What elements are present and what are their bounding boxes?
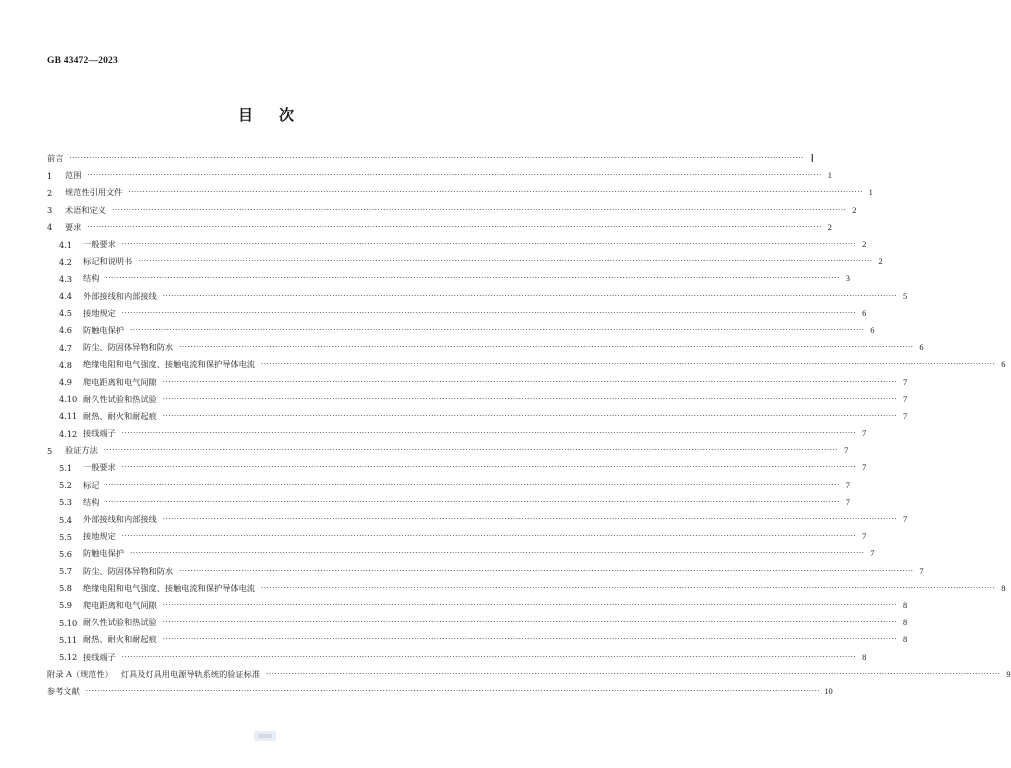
toc-entry-label: 灯具及灯具用电源导轨系统的验证标准 (120, 668, 261, 679)
toc-entry[interactable] (47, 597, 908, 614)
dot-leader: ···································································································································································································································································· (260, 360, 996, 369)
toc-entry[interactable] (47, 528, 867, 545)
standard-code: GB 43472—2023 (47, 56, 118, 66)
toc-entry-label: 防尘、防固体异物和防水 (83, 342, 174, 353)
toc-entry-page: 2 (878, 257, 883, 267)
dot-leader: ···································································································································································································································································· (129, 325, 865, 334)
dot-leader: ···································································································································································································································································· (179, 566, 914, 575)
toc-entry-page: 7 (903, 377, 908, 387)
toc-entry[interactable] (47, 219, 832, 236)
dot-leader: ···································································································································································································································································· (162, 377, 898, 386)
toc-entry-page: 7 (862, 429, 867, 439)
toc-entry[interactable] (47, 442, 849, 459)
table-of-contents (47, 150, 1011, 700)
toc-entry-label: 耐热、耐火和耐起痕 (83, 634, 157, 645)
dot-leader: ···································································································································································································································································· (162, 291, 898, 300)
toc-entry-page: 6 (919, 343, 924, 353)
toc-entry[interactable] (47, 150, 814, 167)
toc-entry[interactable] (47, 373, 908, 390)
toc-entry-label: 接线端子 (83, 428, 116, 439)
dot-leader: ···································································································································································································································································· (105, 480, 840, 489)
dot-leader: ···································································································································································································································································· (138, 257, 873, 266)
toc-entry-page: 6 (1001, 360, 1006, 370)
toc-entry[interactable] (47, 391, 908, 408)
toc-entry[interactable] (47, 631, 908, 648)
toc-entry[interactable] (47, 648, 867, 665)
toc-entry-number: 4.6 (59, 325, 73, 336)
toc-entry-label: 一般要求 (83, 462, 116, 473)
toc-entry[interactable] (47, 339, 924, 356)
title-char-1: 目 (237, 106, 253, 124)
dot-leader: ···································································································································································································································································· (87, 171, 822, 180)
toc-entry-page: 7 (862, 463, 867, 473)
toc-entry-page: 7 (862, 532, 867, 542)
toc-entry-page: 1 (868, 188, 873, 198)
toc-entry-number: 4.5 (59, 308, 73, 319)
toc-entry-number: 5.10 (59, 617, 78, 628)
dot-leader: ···································································································································································································································································· (121, 463, 857, 472)
toc-entry-page: 6 (862, 308, 867, 318)
toc-entry-label: 要求 (65, 221, 82, 232)
title-char-2: 次 (279, 106, 295, 124)
dot-leader: ···································································································································································································································································· (162, 394, 898, 403)
toc-entry-label: 外部接线和内部接线 (83, 290, 157, 301)
toc-entry-label: 接线端子 (83, 651, 116, 662)
toc-entry-number: 3 (47, 205, 53, 216)
toc-entry-label: 绝缘电阻和电气强度、接触电流和保护导体电流 (83, 582, 255, 593)
dot-leader: ···································································································································································································································································· (103, 446, 839, 455)
toc-entry[interactable] (47, 270, 850, 287)
toc-entry-label: 范围 (65, 170, 82, 181)
toc-entry[interactable] (47, 494, 850, 511)
toc-entry[interactable] (47, 459, 867, 476)
toc-entry-page: 3 (845, 274, 850, 284)
toc-entry-label: 防触电保护 (83, 324, 124, 335)
toc-entry-label: 爬电距离和电气间隙 (83, 599, 157, 610)
toc-entry-number: 4.7 (59, 342, 73, 353)
dot-leader: ···································································································································································································································································· (162, 515, 898, 524)
dot-leader: ···································································································································································································································································· (121, 532, 857, 541)
dot-leader: ···································································································································································································································································· (162, 411, 898, 420)
toc-entry[interactable] (47, 545, 875, 562)
toc-entry-page: 1 (827, 171, 832, 181)
toc-entry-label: 爬电距离和电气间隙 (83, 376, 157, 387)
toc-entry-page: 10 (824, 687, 833, 697)
toc-entry[interactable] (47, 184, 873, 201)
toc-entry-page: 7 (903, 394, 908, 404)
dot-leader: ···································································································································································································································································· (121, 240, 857, 249)
toc-entry-label: 绝缘电阻和电气强度、接触电流和保护导体电流 (83, 359, 255, 370)
toc-entry-page: 7 (903, 515, 908, 525)
toc-entry-number: 5.6 (59, 548, 73, 559)
dot-leader: ···································································································································································································································································· (87, 222, 822, 231)
toc-entry-label: 结构 (83, 273, 100, 284)
toc-entry-page: 2 (827, 222, 832, 232)
toc-entry-label: 规范性引用文件 (65, 187, 123, 198)
dot-leader: ···································································································································································································································································· (179, 343, 914, 352)
toc-entry[interactable] (47, 288, 908, 305)
toc-entry-number: 5.8 (59, 583, 73, 594)
toc-entry-number: 5.9 (59, 600, 73, 611)
toc-entry-label: 一般要求 (83, 239, 116, 250)
toc-entry-label: 外部接线和内部接线 (83, 514, 157, 525)
toc-entry-label: 标记和说明书 (83, 256, 133, 267)
dot-leader: ···································································································································································································································································· (121, 429, 857, 438)
toc-entry[interactable] (47, 167, 832, 184)
dot-leader: ···································································································································································································································································· (162, 600, 898, 609)
toc-entry-number: 2 (47, 187, 53, 198)
toc-entry-number: 5.3 (59, 497, 73, 508)
toc-entry[interactable] (47, 305, 867, 322)
toc-entry-number: 4.8 (59, 359, 73, 370)
toc-entry-number: 4 (47, 222, 53, 233)
toc-entry-label: 防触电保护 (83, 548, 124, 559)
toc-entry[interactable] (47, 202, 857, 219)
toc-entry-number: 5.11 (59, 634, 78, 645)
toc-entry-page: 8 (1001, 583, 1006, 593)
toc-entry-page: 9 (1006, 669, 1011, 679)
dot-leader: ···································································································································································································································································· (69, 154, 804, 163)
toc-entry-label: 验证方法 (65, 445, 98, 456)
toc-entry[interactable] (47, 477, 850, 494)
toc-entry[interactable] (47, 666, 1011, 684)
toc-entry-label: 耐久性试验和热试验 (83, 393, 157, 404)
toc-entry-number: 4.10 (59, 394, 78, 405)
toc-entry-page: 5 (903, 291, 908, 301)
toc-entry-number: 5.4 (59, 514, 73, 525)
toc-entry-page: 7 (845, 480, 850, 490)
toc-entry-number: 5.5 (59, 531, 73, 542)
toc-entry-page: 8 (903, 618, 908, 628)
dot-leader: ···································································································································································································································································· (128, 188, 863, 197)
toc-entry-label: 标记 (83, 479, 100, 490)
dot-leader: ···································································································································································································································································· (266, 669, 1001, 678)
toc-entry-number: 4.1 (59, 239, 73, 250)
toc-entry-number: 4.11 (59, 411, 78, 422)
toc-entry[interactable] (47, 236, 867, 253)
toc-entry-page: 7 (845, 497, 850, 507)
toc-entry-label: 接地规定 (83, 531, 116, 542)
toc-entry-number: 1 (47, 170, 53, 181)
toc-entry-page: 8 (903, 600, 908, 610)
toc-entry-number: 5.1 (59, 462, 73, 473)
toc-entry[interactable] (47, 425, 867, 442)
watermark-logo (254, 731, 276, 741)
toc-entry-number: 5.12 (59, 652, 78, 663)
toc-entry-page: Ⅰ (810, 153, 814, 166)
toc-entry-page: 6 (870, 325, 875, 335)
toc-entry[interactable] (47, 356, 1006, 373)
toc-entry-label: 术语和定义 (65, 204, 106, 215)
toc-entry-label: 接地规定 (83, 307, 116, 318)
toc-entry-label: 参考文献 (47, 686, 80, 697)
toc-entry[interactable] (47, 253, 883, 270)
toc-entry-page: 7 (903, 411, 908, 421)
dot-leader: ···································································································································································································································································· (162, 618, 898, 627)
dot-leader: ···································································································································································································································································· (162, 635, 898, 644)
toc-entry-page: 2 (862, 240, 867, 250)
toc-entry-page: 7 (919, 566, 924, 576)
toc-entry-page: 7 (870, 549, 875, 559)
toc-entry-label: 耐久性试验和热试验 (83, 617, 157, 628)
toc-entry[interactable] (47, 563, 924, 580)
toc-entry[interactable] (47, 614, 908, 631)
toc-entry-number: 5 (47, 445, 53, 456)
toc-entry[interactable] (47, 580, 1006, 597)
dot-leader: ···································································································································································································································································· (85, 687, 821, 696)
page-title (0, 104, 532, 125)
toc-entry[interactable] (47, 511, 908, 528)
toc-entry-number: 4.2 (59, 256, 73, 267)
dot-leader: ···································································································································································································································································· (111, 205, 847, 214)
dot-leader: ···································································································································································································································································· (260, 583, 996, 592)
toc-entry-number: 4.9 (59, 377, 73, 388)
toc-entry-number: 4.3 (59, 273, 73, 284)
toc-entry[interactable] (47, 408, 908, 425)
toc-entry-number: 附录 A（规范性） (47, 668, 113, 679)
toc-entry-page: 8 (862, 652, 867, 662)
toc-entry-number: 5.7 (59, 566, 73, 577)
toc-entry-number: 5.2 (59, 480, 73, 491)
toc-entry-label: 耐热、耐火和耐起痕 (83, 410, 157, 421)
toc-entry-page: 8 (903, 635, 908, 645)
dot-leader: ···································································································································································································································································· (129, 549, 865, 558)
toc-entry[interactable] (47, 683, 833, 700)
dot-leader: ···································································································································································································································································· (121, 652, 857, 661)
toc-entry-label: 防尘、防固体异物和防水 (83, 565, 174, 576)
toc-entry-number: 4.4 (59, 291, 73, 302)
toc-entry-label: 结构 (83, 496, 100, 507)
toc-entry-page: 7 (844, 446, 849, 456)
toc-entry[interactable] (47, 322, 875, 339)
dot-leader: ···································································································································································································································································· (105, 497, 840, 506)
dot-leader: ···································································································································································································································································· (121, 308, 857, 317)
toc-entry-number: 4.12 (59, 428, 78, 439)
toc-entry-page: 2 (852, 205, 857, 215)
dot-leader: ···································································································································································································································································· (105, 274, 840, 283)
toc-entry-label: 前言 (47, 153, 64, 164)
